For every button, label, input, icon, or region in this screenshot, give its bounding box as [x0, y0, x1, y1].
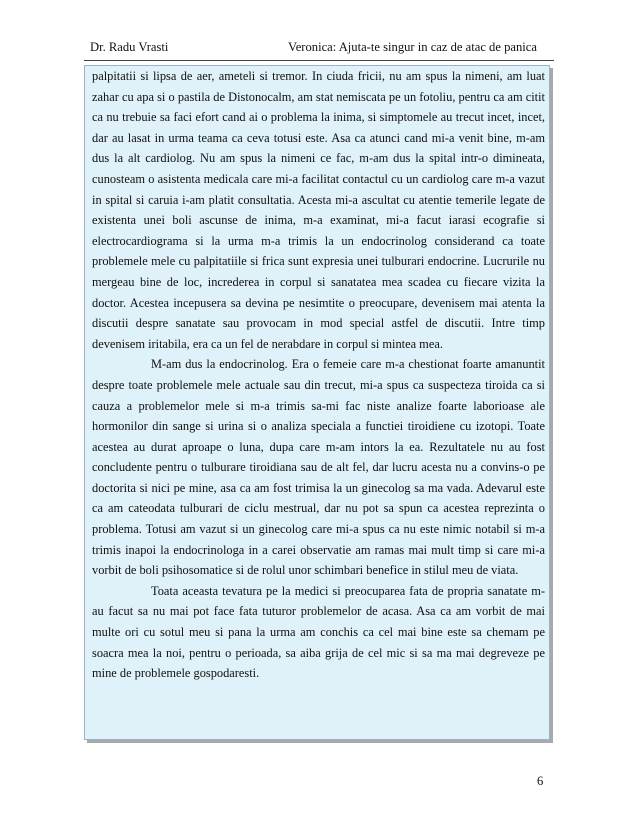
paragraph-3: Toata aceasta tevatura pe la medici si preocuparea fata de propria sanatate m-au facut sa nu mai pot face fata tuturor problemelor de acasa. Asa ca am vorbit de mai multe ori cu sotul meu si pana la urma am conchis ca cel mai bine este sa chemam pe soacra mea la noi, pentru o perioada, sa aiba grija de cel mic si sa ma mai degreveze pe mine de problemele gospodaresti.: [92, 583, 545, 681]
body-text: [92, 66, 545, 684]
header-rule: [84, 60, 554, 61]
paragraph-2: M-am dus la endocrinolog. Era o femeie care m-a chestionat foarte amanuntit despre toate problemele mele actuale sau din trecut, mi-a spus ca suspecteza tiroida ca si cauza a problemelor mele si m-a trimis sa-mi fac niste analize foarte laborioase ale hormonilor din sange si urina si o analiza speciala a functiei tiroidiene cu izotopi. Toate acestea au durat aproape o luna, dupa care m-am intors la ea. Rezultatele nu au fost concludente pentru o tulburare tiroidiana sau de alt fel, dar lucru acesta nu a convins-o pe doctorita si nici pe mine, asa ca am fost trimisa la un ginecolog sa ma vada. Adevarul este ca am cateodata tulburari de ciclu mestrual, dar nu pot sa spun ca acestea reprezinta o problema. Totusi am vazut si un ginecolog care mi-a spus ca nu este nimic notabil si m-a trimis inapoi la endocrinologa in a carei observatie am ramas mai mult timp si care mi-a vorbit de boli psihosomatice si de rolul unor schimbari benefice in stilul meu de viata.: [92, 357, 545, 578]
paragraph-1: palpitatii si lipsa de aer, ameteli si tremor. In ciuda fricii, nu am spus la nimeni, am luat zahar cu apa si o pastila de Distonocalm, am stat nemiscata pe un fotoliu, pentru ca am citit ca nu trebuie sa faci efort cand ai o problema la inima, si simptomele au trecut incet, incet, dar au lasat in urma teama ca ceva totusi este. Asa ca atunci cand mi-a venit bine, m-am dus la alt cardiolog. Nu am spus la nimeni ce fac, m-am dus la spital intr-o dimineata, cunosteam o asistenta medicala care mi-a facilitat contactul cu un cardiolog care m-a vazut in spital si caruia i-am platit consultatia. Acesta mi-a ascultat cu atentie temerile legate de existenta unei boli ascunse de inima, m-a examinat, mi-a facut iarasi ecografie si electrocardiograma si la urma m-a trimis la un endocrinolog considerand ca toate problemele mele cu palpitatiile si frica sunt expresia unei tulburari endocrine. Lucrurile nu mergeau bine de loc, increderea in corpul si sanatatea mea scadea cu fiecare vizita la doctor. Acestea incepusera sa devina pe nesimtite o preocupare, devenisem mai atenta la discutii despre sanatate sau provocam in mod special astfel de discutii. Intre timp devenisem iritabila, era ca un fel de nerabdare in corpul si mintea mea.: [92, 69, 545, 351]
header-author: Dr. Radu Vrasti: [90, 40, 169, 54]
header-title: Veronica: Ajuta-te singur in caz de atac de panica: [288, 40, 537, 54]
page-header: [90, 38, 540, 56]
page-number: 6: [537, 774, 544, 788]
